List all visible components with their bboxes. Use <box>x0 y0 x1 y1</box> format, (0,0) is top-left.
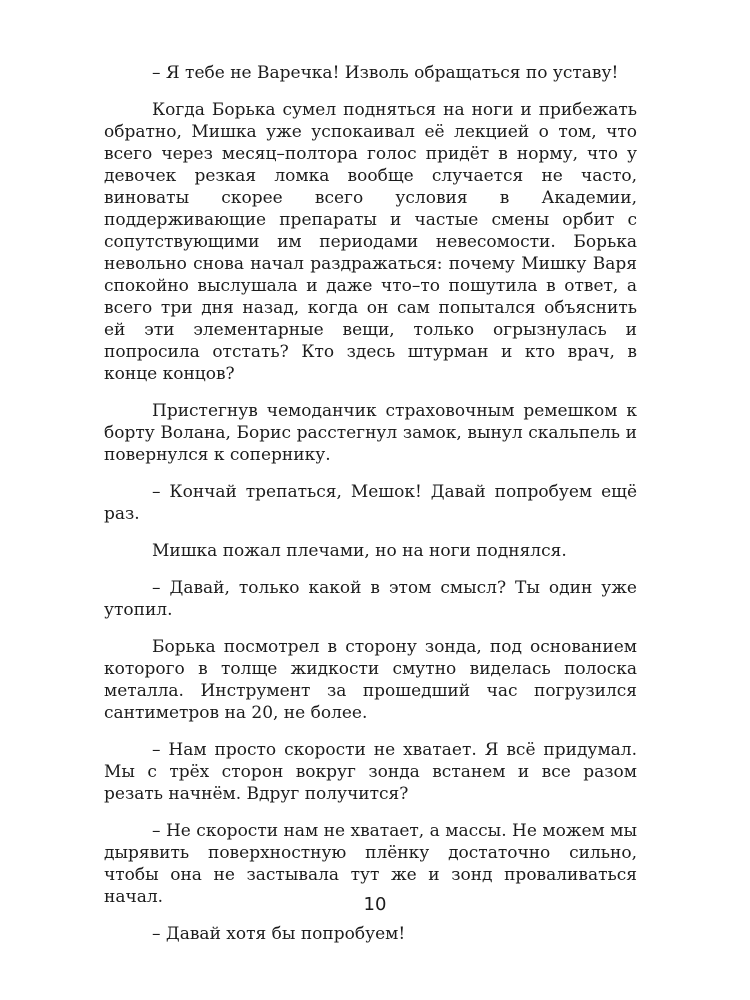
paragraph: Борька посмотрел в сторону зонда, под основанием которого в толще жидкости смутно виделась полоска металла. Инструмент за прошедший час погрузился сантиметров на 20, не более. <box>104 637 637 723</box>
paragraph: – Нам просто скорости не хватает. Я всё придумал. Мы с трёх сторон вокруг зонда встанем и все разом резать начнём. Вдруг получится? <box>104 740 637 804</box>
paragraph: – Давай, только какой в этом смысл? Ты один уже утопил. <box>104 578 637 620</box>
page-number: 10 <box>363 894 387 915</box>
paragraph: – Давай хотя бы попробуем! <box>152 924 406 944</box>
page-body <box>104 62 637 960</box>
paragraph: Мишка пожал плечами, но на ноги поднялся. <box>152 541 567 561</box>
paragraph: – Кончай трепаться, Мешок! Давай попробуем ещё раз. <box>104 482 637 524</box>
paragraph: Пристегнув чемоданчик страховочным ремешком к борту Волана, Борис расстегнул замок, вынул скальпель и повернулся к сопернику. <box>104 401 637 465</box>
paragraph: – Я тебе не Варечка! Изволь обращаться по уставу! <box>152 63 619 83</box>
paragraph: Когда Борька сумел подняться на ноги и прибежать обратно, Мишка уже успокаивал её лекцией о том, что всего через месяц–полтора голос придёт в норму, что у девочек резкая ломка вообще случается не часто, виноваты скорее всего условия в Академии, поддерживающие препараты и частые смены орбит с сопутствующими им периодами невесомости. Борька невольно снова начал раздражаться: почему Мишку Варя спокойно выслушала и даже что–то пошутила в ответ, а всего три дня назад, когда он сам попытался объяснить ей эти элементарные вещи, только огрызнулась и попросила отстать? Кто здесь штурман и кто врач, в конце концов? <box>104 100 637 384</box>
paragraph: – Не скорости нам не хватает, а массы. Не можем мы дырявить поверхностную плёнку достаточно сильно, чтобы она не застывала тут же и зонд проваливаться начал. <box>104 821 637 907</box>
